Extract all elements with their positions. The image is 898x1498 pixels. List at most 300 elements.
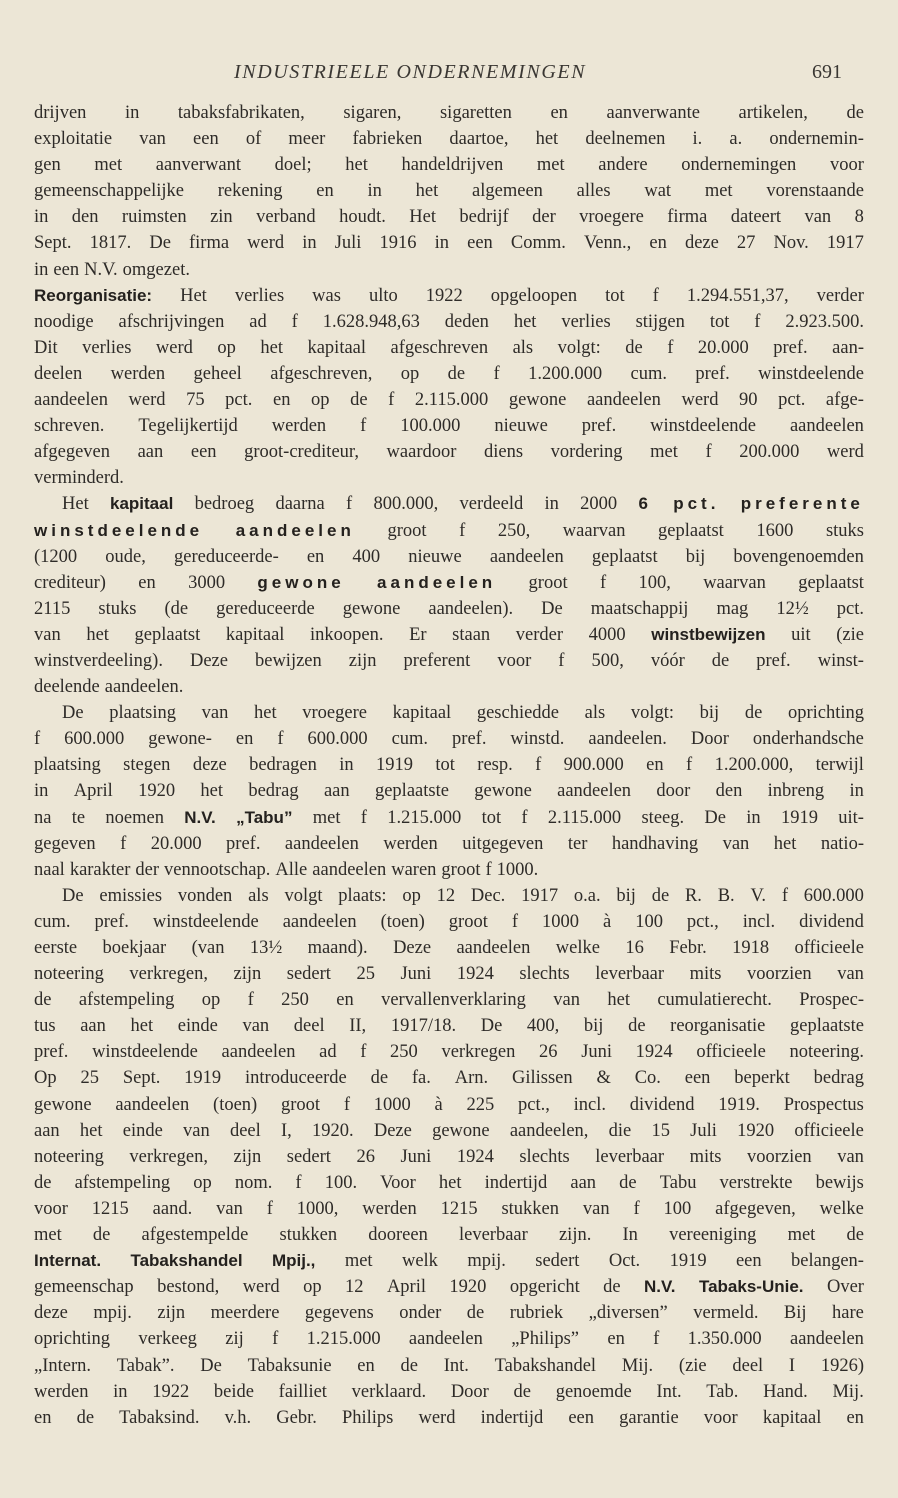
word: N.V. <box>644 1277 676 1297</box>
text-line <box>34 726 864 752</box>
word: 6 <box>638 494 652 514</box>
word: 600.000 <box>803 885 864 906</box>
word: zijn <box>157 1303 186 1324</box>
word: de <box>370 1068 389 1089</box>
word: aandeelen. <box>104 677 184 698</box>
word: op <box>193 1172 212 1193</box>
word: diens <box>483 442 524 463</box>
word: f <box>493 363 500 384</box>
text-line <box>34 257 864 283</box>
word: oude, <box>105 546 146 567</box>
word: aan <box>323 781 350 802</box>
running-title: INDUSTRIEELE ONDERNEMINGEN <box>234 61 587 83</box>
word: karakter <box>69 859 131 880</box>
word: van <box>216 1198 243 1219</box>
word: Op <box>34 1068 57 1089</box>
word: het <box>607 990 630 1011</box>
word: zij <box>225 1329 244 1350</box>
word: geplaatst <box>591 546 658 567</box>
word: met <box>704 181 733 202</box>
word: en <box>357 1355 375 1376</box>
word: f <box>459 520 466 541</box>
word: afge- <box>825 390 864 411</box>
word: R. <box>684 885 702 906</box>
word: voorzien <box>746 964 812 985</box>
word: van <box>242 1016 270 1037</box>
word: plaatsing <box>34 755 101 776</box>
word: geheel <box>193 363 242 384</box>
word: Arn. <box>454 1068 489 1089</box>
word: waren <box>391 859 437 880</box>
word: ad <box>249 311 267 332</box>
word: en <box>306 546 325 567</box>
word: bewijs <box>815 1172 864 1193</box>
word: Nov. <box>773 233 809 254</box>
word: de <box>350 390 368 411</box>
word: 100. <box>324 1172 358 1193</box>
word: incl. <box>742 911 776 932</box>
word: 26 <box>539 1042 558 1063</box>
word: 12 <box>345 1277 364 1298</box>
page-number: 691 <box>812 61 842 83</box>
word: v.h. <box>224 1407 252 1428</box>
word: vermeld. <box>693 1303 759 1324</box>
word: en <box>316 181 334 202</box>
word: (toen) <box>213 1094 258 1115</box>
word: f <box>266 1198 273 1219</box>
word: terwijl <box>815 755 864 776</box>
text-line <box>34 909 864 935</box>
word: daartoe, <box>449 129 509 150</box>
text-line <box>34 883 864 909</box>
word: 250 <box>390 1042 418 1063</box>
word: Juni <box>400 964 432 985</box>
word: pref. <box>452 729 487 750</box>
word: vóór <box>650 650 685 671</box>
word: 3000 <box>188 572 226 593</box>
word: voorzien <box>746 1146 812 1167</box>
word: aandeelen <box>312 859 387 880</box>
word: groot <box>448 911 488 932</box>
word: bedrag <box>248 781 299 802</box>
word: Tabakshandel <box>130 1251 243 1271</box>
word: firma <box>189 233 230 254</box>
word: „Tabu” <box>236 807 293 827</box>
word: Int. <box>443 1355 469 1376</box>
word: Prospectus <box>783 1094 864 1115</box>
text-line <box>34 283 864 309</box>
word: (de <box>164 598 189 619</box>
text-line <box>34 805 864 831</box>
word: 600.000 <box>64 729 125 750</box>
word: Tabaks-Unie. <box>698 1277 804 1297</box>
word: f <box>754 311 761 332</box>
text-line <box>34 700 864 726</box>
word: genoemde <box>555 1381 632 1402</box>
word: aand. <box>152 1198 193 1219</box>
word: 13½ <box>249 938 283 958</box>
word: cumulatierecht. <box>657 990 772 1011</box>
word: officieele <box>794 938 864 958</box>
word: aan <box>570 1172 597 1193</box>
word: cum. <box>630 363 667 384</box>
word: groot <box>280 1094 321 1115</box>
word: f <box>485 859 492 880</box>
word: Deze <box>373 1120 412 1141</box>
word: Philips <box>341 1407 394 1428</box>
text-line <box>34 935 864 961</box>
word: met <box>94 155 123 176</box>
word: Tabaksind. <box>119 1407 200 1428</box>
word: de <box>76 1407 95 1428</box>
word: voor <box>34 1198 68 1219</box>
word: (toen) <box>380 911 425 932</box>
text-line <box>34 335 864 361</box>
word: in <box>746 807 761 828</box>
word: „diversen” <box>588 1303 668 1324</box>
word: Gilissen <box>511 1068 573 1089</box>
text-line <box>34 1013 864 1039</box>
word: een <box>568 1407 595 1428</box>
word: 250 <box>281 990 309 1011</box>
text-line <box>34 465 864 491</box>
word: 12 <box>436 885 456 906</box>
word: een <box>735 1251 762 1272</box>
word: of <box>245 129 262 150</box>
word: winstdeelende <box>34 520 204 540</box>
text-line <box>34 752 864 778</box>
word: een <box>190 442 217 463</box>
word: In <box>622 1225 638 1246</box>
word: afgestempelde <box>141 1225 249 1246</box>
word: reorganisatie <box>670 1016 766 1037</box>
word: à <box>602 911 612 932</box>
word: van <box>201 703 229 724</box>
word: aandeelen <box>489 546 564 567</box>
word: pct. <box>225 390 253 411</box>
word: 1.294.551,37, <box>686 285 789 306</box>
word: gewone <box>474 781 532 802</box>
word: ondernemin- <box>769 129 864 150</box>
text-line <box>34 596 864 622</box>
word: verklaard. <box>351 1381 427 1402</box>
word: afgeschreven <box>390 337 489 358</box>
word: Sept. <box>34 233 72 254</box>
word: stukken <box>501 1198 560 1219</box>
word: Int. <box>656 1381 682 1402</box>
word: tus <box>34 1016 56 1037</box>
text-line <box>34 622 864 648</box>
word: mits <box>689 1146 722 1167</box>
word: f <box>599 572 607 593</box>
word: als <box>584 703 606 724</box>
word: gereduceerde <box>216 598 315 619</box>
word: 100 <box>663 1198 692 1219</box>
word: die <box>608 1120 632 1141</box>
word: 100 <box>635 911 663 932</box>
word: een <box>193 129 219 150</box>
word: 20.000 <box>697 337 749 358</box>
word: alles <box>576 181 611 202</box>
word: pref. <box>94 911 129 932</box>
word: kapitaal <box>110 494 174 514</box>
text-line <box>34 570 864 596</box>
word: in <box>339 755 354 776</box>
word: welke <box>555 938 600 958</box>
word: en <box>272 390 291 411</box>
word: slechts <box>519 1146 570 1167</box>
word: officieele <box>696 1042 766 1063</box>
word: met <box>344 1251 373 1272</box>
word: aandeelen <box>789 416 864 437</box>
word: noemen <box>105 807 164 828</box>
word: pref. <box>695 363 730 384</box>
word: sedert <box>286 1146 331 1167</box>
word: verkregen <box>441 1042 516 1063</box>
text-line <box>34 1326 864 1352</box>
word: deel <box>732 1355 764 1376</box>
word: Tabakshandel <box>494 1355 597 1376</box>
word: volgt: <box>557 337 601 358</box>
word: gemeenschappelijke <box>34 181 184 202</box>
word: onder <box>399 1303 442 1324</box>
word: bij <box>583 1016 604 1037</box>
word: waardoor <box>386 442 457 463</box>
word: (van <box>191 938 225 958</box>
word: en <box>649 233 667 254</box>
word: gewone <box>432 1120 490 1141</box>
word: aandeelen <box>586 390 661 411</box>
word: in <box>113 1381 128 1402</box>
word: Febr. <box>669 938 707 958</box>
word: De <box>541 598 563 619</box>
word: zin <box>210 207 233 228</box>
word: leverbaar <box>595 1146 665 1167</box>
word: Er <box>409 624 427 645</box>
word: zijn <box>348 650 377 671</box>
word: 900.000 <box>563 755 624 776</box>
word: pref. <box>226 833 261 854</box>
word: 2.115.000 <box>547 807 622 828</box>
word: noodige <box>34 311 94 332</box>
word: gewone <box>508 390 567 411</box>
word: aanverwant <box>155 155 242 176</box>
word: aan <box>137 442 164 463</box>
word: Juli <box>690 1120 717 1141</box>
word: winstdeelende <box>758 363 864 384</box>
word: werden <box>362 1198 417 1219</box>
word: 1917 <box>521 885 559 906</box>
word: het <box>86 624 109 645</box>
word: in <box>434 233 450 254</box>
word: ruimsten <box>121 207 187 228</box>
word: De <box>62 703 84 724</box>
word: 1919 <box>376 755 414 776</box>
word: Hand. <box>763 1381 808 1402</box>
word: stijgen <box>635 311 685 332</box>
word: nom. <box>234 1172 273 1193</box>
word: in <box>849 781 864 802</box>
word: Co. <box>634 1068 661 1089</box>
word: 400 <box>352 546 381 567</box>
text-line <box>34 309 864 335</box>
word: het <box>254 703 277 724</box>
word: winstdeelende <box>92 1042 198 1063</box>
word: deden <box>444 311 489 332</box>
word: verstrekte <box>719 1172 793 1193</box>
text-line <box>34 1248 864 1274</box>
word: De <box>480 1016 503 1037</box>
word: 1919 <box>184 1068 222 1089</box>
word: f <box>360 1042 367 1063</box>
word: vereeniging <box>669 1225 757 1246</box>
word: fabrieken <box>352 129 423 150</box>
word: de <box>711 650 730 671</box>
word: het <box>535 129 559 150</box>
word: ondernemingen <box>681 155 797 176</box>
word: nieuwe <box>408 546 462 567</box>
word: Door <box>690 729 729 750</box>
word: rubriek <box>509 1303 564 1324</box>
word: f <box>360 416 367 437</box>
word: dividend <box>629 1094 695 1115</box>
word: pct. <box>836 598 864 619</box>
text-line <box>34 230 864 256</box>
word: winst- <box>817 650 864 671</box>
word: o.a. <box>573 885 601 906</box>
word: Tabaksunie <box>247 1355 332 1376</box>
word: het <box>438 1172 462 1193</box>
word: 1215 <box>91 1198 129 1219</box>
word: verband <box>256 207 316 228</box>
word: preferente <box>740 494 864 514</box>
word: na <box>34 807 52 828</box>
word: 200.000 <box>739 442 800 463</box>
word: Deze <box>189 650 228 671</box>
word: 1.200.000 <box>528 363 603 384</box>
word: 1922 <box>152 1381 190 1402</box>
word: met <box>536 155 565 176</box>
word: was <box>312 285 341 306</box>
word: kapitaal <box>762 1407 822 1428</box>
word: op <box>311 390 330 411</box>
word: Het <box>180 285 207 306</box>
word: 500, <box>591 650 624 671</box>
word: natio- <box>820 833 864 854</box>
word: verkeeg <box>138 1329 197 1350</box>
word: plaatsing <box>109 703 177 724</box>
word: werd <box>242 1277 280 1298</box>
text-line <box>34 1170 864 1196</box>
word: zijn <box>233 1146 262 1167</box>
word: deel <box>293 1016 325 1037</box>
word: aandeelen <box>115 1094 190 1115</box>
word: gemeenschap <box>34 1277 134 1298</box>
word: 225 <box>466 1094 495 1115</box>
word: 8 <box>854 207 864 228</box>
word: Het <box>62 494 89 515</box>
word: De <box>149 233 171 254</box>
word: f <box>272 1329 279 1350</box>
word: dooreen <box>368 1225 428 1246</box>
word: van <box>139 129 166 150</box>
word: het <box>200 781 223 802</box>
word: f <box>705 442 712 463</box>
word: f <box>667 337 674 358</box>
word: zijn. <box>558 1225 592 1246</box>
word: 2.115.000 <box>414 390 489 411</box>
word: N.V. <box>184 807 216 827</box>
word: 90 <box>739 390 758 411</box>
word: plaats: <box>338 885 387 906</box>
word: oprichting <box>34 1329 111 1350</box>
word: 1926) <box>820 1355 864 1376</box>
word: kapitaal <box>392 703 452 724</box>
word: stuks <box>98 598 137 619</box>
word: 400, <box>526 1016 560 1037</box>
text-line <box>34 1118 864 1144</box>
word: 250, <box>497 520 531 541</box>
word: een <box>53 259 80 280</box>
word: en <box>846 1407 864 1428</box>
word: pref. <box>581 416 617 437</box>
word: het <box>79 1120 103 1141</box>
text-line <box>34 413 864 439</box>
word: mpij. <box>467 1251 506 1272</box>
word: f <box>34 729 41 750</box>
text-line <box>34 100 864 126</box>
word: deze <box>34 1303 68 1324</box>
word: aandeelen <box>789 1329 864 1350</box>
word: den <box>71 207 99 228</box>
word: het <box>513 311 537 332</box>
word: de <box>400 1355 418 1376</box>
word: einde <box>122 1120 163 1141</box>
word: hare <box>832 1303 864 1324</box>
word: I <box>788 1355 796 1376</box>
word: in <box>34 781 49 802</box>
word: groot <box>441 859 481 880</box>
word: indertijd <box>480 1407 544 1428</box>
word: schreven. <box>34 416 105 437</box>
word: 1920 <box>449 1277 487 1298</box>
word: 100, <box>638 572 671 593</box>
word: vordering <box>550 442 623 463</box>
word: der <box>532 207 556 228</box>
word: mag <box>716 598 749 619</box>
word: f <box>653 1329 660 1350</box>
word: 12½ <box>776 598 809 619</box>
word: werden <box>110 363 166 384</box>
word: 1.628.948,63 <box>322 311 420 332</box>
word: tot <box>605 285 625 306</box>
word: De <box>62 885 84 906</box>
word: crediteur) <box>34 572 106 593</box>
word: de <box>603 1277 621 1298</box>
word: sedert <box>286 964 331 985</box>
text-line <box>34 1092 864 1118</box>
text-line <box>34 1274 864 1300</box>
word: 26 <box>356 1146 375 1167</box>
running-header <box>0 58 898 90</box>
word: de <box>619 1172 637 1193</box>
word: welk <box>401 1251 438 1272</box>
word: 1924 <box>635 1042 673 1063</box>
word: f <box>521 807 528 828</box>
word: de <box>513 1381 531 1402</box>
word: De <box>200 1355 222 1376</box>
text-line <box>34 361 864 387</box>
